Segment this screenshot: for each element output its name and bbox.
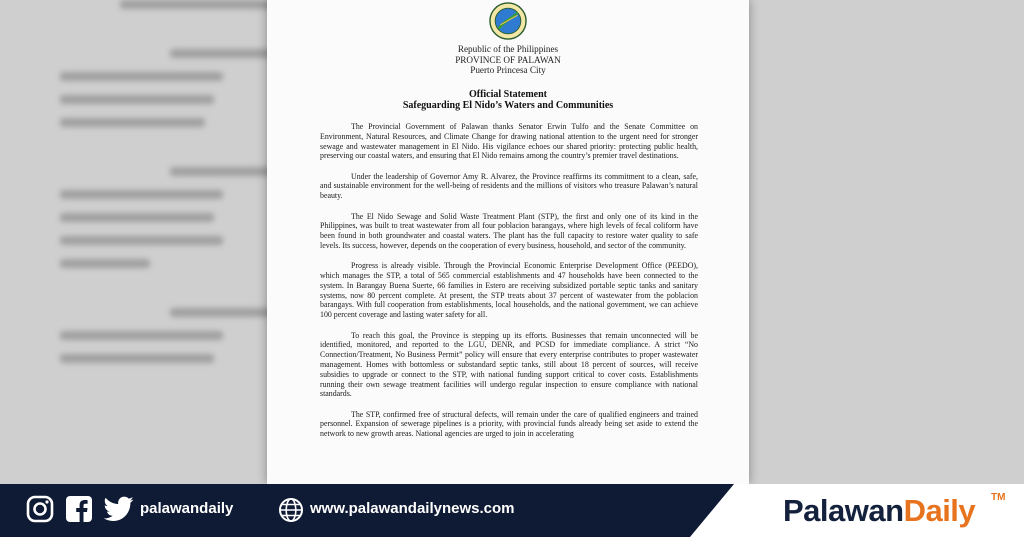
document-body — [320, 122, 698, 450]
paragraph: Progress is already visible. Through the Provincial Economic Enterprise Development Office (PEEDO), which manages the STP, a total of 565 commercial establishments and 47 households have been connected to the system. In Barangay Buena Suerte, 66 families in Estero are receiving subsidized portable septic tanks and sanitary systems, now 80 percent complete. At present, the STP treats about 37 percent of wastewater from the poblacion barangays. With full cooperation from establishments, local households, and the national government, we can achieve 100 percent coverage and lasting water safety for all. — [320, 261, 698, 320]
twitter-icon[interactable] — [104, 496, 134, 522]
footer-banner — [0, 484, 1024, 537]
document-letterhead — [267, 44, 749, 76]
palawan-daily-logo[interactable] — [783, 494, 975, 528]
document-title-block — [267, 89, 749, 111]
paragraph: Under the leadership of Governor Amy R. Alvarez, the Province reaffirms its commitment to a clean, safe, and sustainable environment for the well-being of residents and the millions of visitors who treasure Palawan’s natural beauty. — [320, 171, 698, 201]
paragraph: The El Nido Sewage and Solid Waste Treatment Plant (STP), the first and only one of its kind in the Philippines, was built to treat wastewater from all four poblacion barangays, where high levels of fecal coliform have been found in both groundwater and coastal waters. The plant has the full capacity to restore water quality to safe levels. Its success, however, depends on the cooperation of every business, household, and sector of the community. — [320, 211, 698, 250]
website-link[interactable]: www.palawandailynews.com — [310, 500, 515, 517]
social-handle[interactable]: palawandaily — [140, 500, 234, 517]
paragraph: To reach this goal, the Province is stepping up its efforts. Businesses that remain unconnected will be identified, monitored, and reported to the LGU, DENR, and PCSD for immediate compliance. A strict “No Connection/Treatment, No Business Permit” policy will ensure that every enterprise contributes to proper wastewater management. Homes with bottomless or substandard septic tanks, still about 18 percent of sources, will receive subsidies to upgrade or connect to the STP, with national funding support critical to cover costs. Establishments running their own sewage treatment facilities will undergo regular inspection to ensure compliance with national standards. — [320, 330, 698, 399]
brand-word-palawan: Palawan — [783, 493, 904, 528]
province-of-palawan-seal-icon — [489, 2, 527, 40]
paragraph: The Provincial Government of Palawan thanks Senator Erwin Tulfo and the Senate Committee on Environment, Natural Resources, and Climate Change for drawing national attention to the urgent need for stronger sewage and wastewater management in El Nido. His vigilance echoes our shared priority: protecting public health, preserving our coastal waters, and ensuring that El Nido remains among the country’s premier travel destinations. — [320, 122, 698, 161]
republic-line: Republic of the Philippines — [457, 44, 559, 54]
province-line: PROVINCE OF PALAWAN — [455, 54, 561, 65]
document-subtitle: Safeguarding El Nido’s Waters and Communities — [402, 100, 614, 111]
trademark-symbol: TM — [991, 492, 1006, 503]
brand-word-daily: Daily — [903, 493, 976, 528]
city-line: Puerto Princesa City — [470, 65, 546, 75]
statement-document — [267, 0, 749, 484]
paragraph: The STP, confirmed free of structural defects, will remain under the care of qualified engineers and trained personnel. Expansion of sewerage pipelines is a priority, with provincial funds already being set aside to extend the network to new growth areas. National agencies are urged to join in accelerating — [320, 409, 698, 439]
facebook-icon[interactable] — [65, 495, 93, 523]
instagram-icon[interactable] — [26, 495, 54, 523]
globe-icon — [278, 497, 304, 523]
document-title: Official Statement — [468, 89, 548, 100]
